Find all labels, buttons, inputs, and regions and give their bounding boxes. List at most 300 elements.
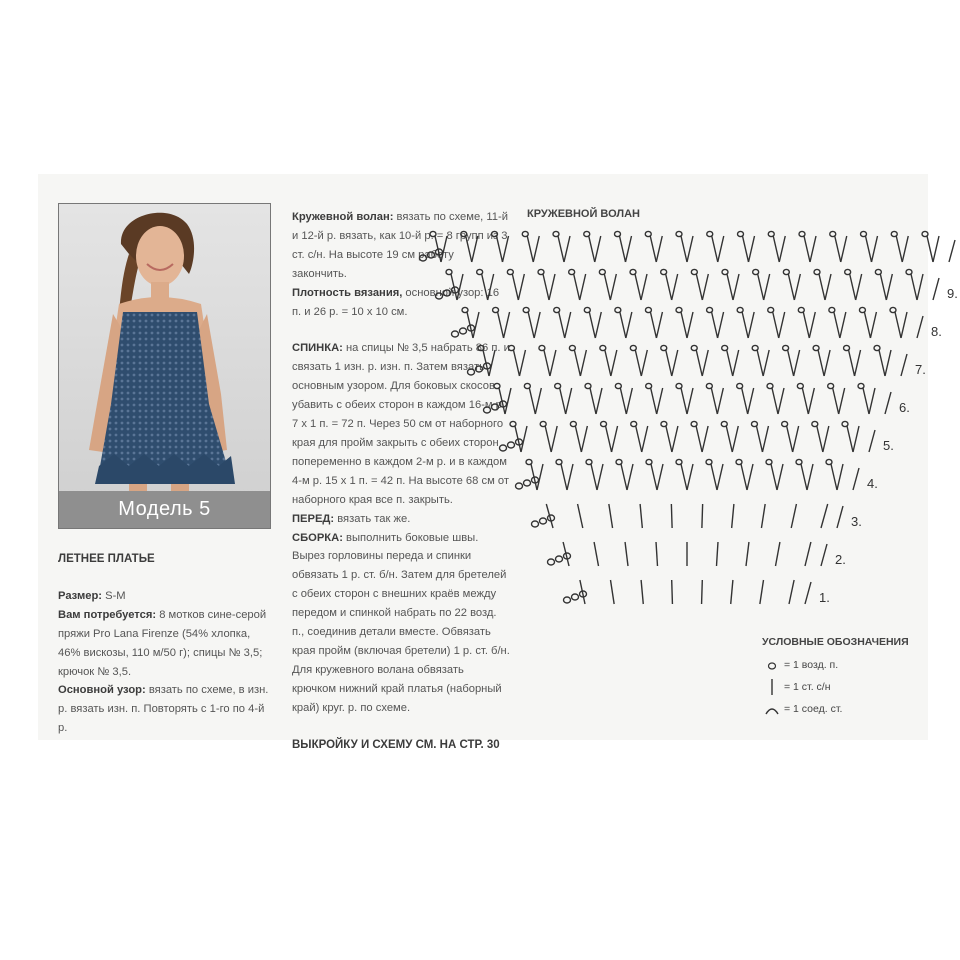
- double-crochet-mark: [793, 426, 799, 452]
- double-crochet-mark: [651, 388, 657, 414]
- double-crochet-mark: [717, 542, 718, 566]
- chain-stitch-mark: [540, 421, 546, 426]
- double-crochet-mark: [696, 426, 702, 452]
- double-crochet-mark: [559, 312, 565, 338]
- row-label: 9.: [947, 286, 958, 301]
- double-crochet-mark: [839, 388, 845, 414]
- chain-stitch-mark: [826, 459, 832, 464]
- double-crochet-mark: [717, 464, 723, 490]
- pattern-text: вязать по схеме, в изн. р. вязать изн. п. Повторять с 1-го по 4-й р.: [58, 684, 269, 735]
- double-crochet-mark: [901, 354, 907, 376]
- density-paragraph: [292, 284, 510, 322]
- double-crochet-mark: [681, 388, 687, 414]
- assembly-paragraph: [292, 529, 510, 718]
- double-crochet-mark: [687, 464, 693, 490]
- chain-stitch-mark: [584, 231, 590, 236]
- chain-stitch-mark: [553, 231, 559, 236]
- double-crochet-mark: [687, 236, 693, 262]
- row-label: 2.: [835, 552, 846, 567]
- chain-stitch-mark: [585, 383, 591, 388]
- double-crochet-mark: [823, 426, 829, 452]
- double-crochet-mark: [764, 274, 770, 300]
- double-crochet-mark: [762, 426, 768, 452]
- double-crochet-mark: [537, 464, 543, 490]
- chain-stitch-mark: [768, 307, 774, 312]
- double-crochet-mark: [527, 236, 533, 262]
- double-crochet-mark: [672, 426, 678, 452]
- double-crochet-mark: [835, 236, 841, 262]
- double-crochet-mark: [612, 426, 618, 452]
- chain-stitch-mark: [572, 594, 579, 600]
- chain-stitch-mark: [721, 421, 727, 426]
- double-crochet-mark: [606, 426, 612, 452]
- legend-item-double-crochet: [762, 676, 909, 698]
- article-title: ЛЕТНЕЕ ПЛАТЬЕ: [58, 553, 155, 565]
- double-crochet-mark: [743, 236, 749, 262]
- double-crochet-mark: [657, 464, 663, 490]
- double-crochet-mark: [611, 580, 615, 604]
- legend-item-chain-label: = 1 возд. п.: [784, 659, 839, 671]
- double-crochet-mark: [886, 274, 892, 300]
- chain-stitch-mark: [630, 345, 636, 350]
- double-crochet-mark: [746, 542, 749, 566]
- double-crochet-mark: [575, 426, 581, 452]
- double-crochet-mark: [895, 312, 901, 338]
- chain-stitch-mark: [586, 459, 592, 464]
- double-crochet-mark: [757, 350, 763, 376]
- double-crochet-mark: [949, 240, 955, 262]
- chain-stitch-mark: [906, 269, 912, 274]
- double-crochet-mark: [773, 312, 779, 338]
- double-crochet-mark: [650, 236, 656, 262]
- chain-stitch-mark: [874, 345, 880, 350]
- chain-stitch-mark: [753, 269, 759, 274]
- chain-stitch-mark: [631, 421, 637, 426]
- double-crochet-mark: [635, 350, 641, 376]
- legend-title: УСЛОВНЫЕ ОБОЗНАЧЕНИЯ: [762, 636, 909, 648]
- double-crochet-mark: [809, 312, 815, 338]
- double-crochet-mark: [696, 350, 702, 376]
- front-label: ПЕРЕД:: [292, 512, 335, 525]
- double-crochet-mark: [747, 464, 753, 490]
- lace-ruffle-crochet-chart: [527, 232, 958, 622]
- chain-stitch-mark: [813, 345, 819, 350]
- chain-stitch-mark: [661, 269, 667, 274]
- chain-stitch-mark: [645, 307, 651, 312]
- double-crochet-mark: [578, 504, 583, 528]
- double-crochet-mark: [702, 274, 708, 300]
- assembly-label: СБОРКА:: [292, 531, 343, 544]
- chain-stitch-mark: [722, 269, 728, 274]
- double-crochet-mark: [650, 312, 656, 338]
- double-crochet-mark: [763, 350, 769, 376]
- double-crochet-mark: [856, 274, 862, 300]
- double-crochet-mark: [666, 274, 672, 300]
- legend-item-slip-stitch-label: = 1 соед. ст.: [784, 703, 843, 715]
- double-crochet-mark: [626, 236, 632, 262]
- double-crochet-mark: [604, 274, 610, 300]
- diagram-title: КРУЖЕВНОЙ ВОЛАН: [527, 208, 640, 220]
- chain-stitch-mark: [706, 383, 712, 388]
- double-crochet-mark: [748, 312, 754, 338]
- double-crochet-mark: [853, 468, 859, 490]
- double-crochet-mark: [529, 388, 535, 414]
- chain-stitch-mark: [630, 269, 636, 274]
- double-crochet-mark: [666, 350, 672, 376]
- chain-stitch-mark: [569, 269, 575, 274]
- chain-stitch-mark: [858, 383, 864, 388]
- chain-stitch-mark: [600, 345, 606, 350]
- double-crochet-mark: [696, 274, 702, 300]
- double-crochet-mark: [591, 464, 597, 490]
- chain-stitch-mark: [859, 307, 865, 312]
- double-crochet-mark: [863, 388, 869, 414]
- chain-stitch-mark: [738, 231, 744, 236]
- chain-stitch-mark: [526, 459, 532, 464]
- double-crochet-mark: [641, 274, 647, 300]
- double-crochet-mark: [840, 312, 846, 338]
- middle-text-column: [292, 208, 510, 754]
- double-crochet-mark: [545, 426, 551, 452]
- double-crochet-mark: [642, 426, 648, 452]
- chain-stitch-mark: [569, 345, 575, 350]
- chain-stitch-mark: [783, 269, 789, 274]
- double-crochet-mark: [810, 236, 816, 262]
- double-crochet-mark: [595, 236, 601, 262]
- chain-stitch-mark: [645, 231, 651, 236]
- chain-stitch-mark: [554, 307, 560, 312]
- double-crochet-mark: [681, 312, 687, 338]
- chain-stitch-mark: [548, 559, 555, 565]
- double-crochet-mark: [671, 504, 672, 528]
- double-crochet-mark: [885, 392, 891, 414]
- double-crochet-mark: [879, 350, 885, 376]
- double-crochet-mark: [760, 580, 764, 604]
- chain-stitch-mark: [829, 307, 835, 312]
- double-crochet-mark: [565, 312, 571, 338]
- double-crochet-mark: [620, 236, 626, 262]
- double-crochet-mark: [817, 426, 823, 452]
- double-crochet-mark: [687, 388, 693, 414]
- chain-stitch-mark: [646, 383, 652, 388]
- legend-item-double-crochet-label: = 1 ст. с/н: [784, 681, 831, 693]
- double-crochet-mark: [834, 312, 840, 338]
- double-crochet-mark: [626, 312, 632, 338]
- double-crochet-mark: [911, 274, 917, 300]
- double-crochet-mark: [849, 350, 855, 376]
- double-crochet-mark: [794, 274, 800, 300]
- double-crochet-mark: [803, 312, 809, 338]
- chain-stitch-mark: [783, 345, 789, 350]
- chain-stitch-mark: [845, 269, 851, 274]
- double-crochet-mark: [564, 236, 570, 262]
- chain-stitch-mark: [691, 269, 697, 274]
- double-crochet-mark: [597, 464, 603, 490]
- double-crochet-mark: [580, 274, 586, 300]
- double-crochet-mark: [626, 388, 632, 414]
- double-crochet-mark: [712, 312, 718, 338]
- double-crochet-mark: [742, 312, 748, 338]
- double-crochet-mark: [726, 426, 732, 452]
- double-crochet-mark: [901, 312, 907, 338]
- chain-stitch-mark: [797, 383, 803, 388]
- chain-stitch-mark: [798, 307, 804, 312]
- double-crochet-mark: [581, 426, 587, 452]
- chain-stitch-mark: [646, 459, 652, 464]
- double-crochet-mark: [804, 236, 810, 262]
- legend-item-chain: [762, 654, 909, 676]
- chain-stitch-mark: [691, 345, 697, 350]
- chain-stitch-mark: [556, 459, 562, 464]
- chain-stitch-mark: [752, 345, 758, 350]
- chain-stitch-mark: [875, 269, 881, 274]
- chain-stitch-mark: [861, 231, 867, 236]
- double-crochet-mark: [657, 388, 663, 414]
- double-crochet-mark: [788, 274, 794, 300]
- back-paragraph: [292, 339, 510, 509]
- double-crochet-mark: [866, 236, 872, 262]
- double-crochet-mark: [805, 582, 811, 604]
- double-crochet-mark: [885, 350, 891, 376]
- double-crochet-mark: [589, 236, 595, 262]
- double-crochet-mark: [594, 542, 598, 566]
- legend: [762, 636, 909, 720]
- chain-stitch-mark: [540, 518, 547, 524]
- double-crochet-mark: [758, 274, 764, 300]
- page-reference: ВЫКРОЙКУ И СХЕМУ СМ. НА СТР. 30: [292, 738, 500, 751]
- chain-stitch-mark: [707, 307, 713, 312]
- double-crochet-mark: [933, 278, 939, 300]
- chain-stitch-mark: [722, 345, 728, 350]
- front-text: вязать так же.: [334, 512, 411, 525]
- materials-paragraph: [58, 606, 272, 682]
- double-crochet-mark: [824, 350, 830, 376]
- row-label: 5.: [883, 438, 894, 453]
- materials-label: Вам потребуется:: [58, 608, 157, 621]
- double-crochet-mark: [733, 274, 739, 300]
- photo-caption: Модель 5: [59, 491, 270, 528]
- double-crochet-mark: [672, 350, 678, 376]
- chain-stitch-mark: [814, 269, 820, 274]
- double-crochet-mark: [580, 350, 586, 376]
- double-crochet-mark: [640, 504, 642, 528]
- double-crochet-mark: [718, 312, 724, 338]
- double-crochet-mark: [847, 426, 853, 452]
- double-crochet-mark: [625, 542, 628, 566]
- double-crochet-mark: [549, 274, 555, 300]
- chain-stitch-mark: [707, 231, 713, 236]
- chain-stitch-mark: [782, 421, 788, 426]
- double-crochet-mark: [818, 350, 824, 376]
- chain-stitch-mark: [676, 383, 682, 388]
- double-crochet-mark: [727, 350, 733, 376]
- double-crochet-mark: [756, 426, 762, 452]
- double-crochet-mark: [550, 350, 556, 376]
- double-crochet-mark: [772, 388, 778, 414]
- double-crochet-mark: [641, 580, 643, 604]
- double-crochet-mark: [741, 464, 747, 490]
- chain-stitch-mark: [828, 383, 834, 388]
- double-crochet-mark: [773, 236, 779, 262]
- double-crochet-mark: [609, 504, 613, 528]
- back-text: на спицы № 3,5 набрать 86 п. и связать 1 изн. р. изн. п. Затем вязать основным узором. Для боковых скосов убавить с обеих сторон в каждом 16-м р. 7 х 1 п. = 72 п. Через 50 см от наборного края для пройм закрыть с обеих сторон попеременно в каждом 2-м р. и в каждом 4-м р. 15 х 1 п. = 42 п. На высоте 68 см от наборного края все п. закрыть.: [292, 342, 510, 506]
- chain-stitch-mark: [890, 307, 896, 312]
- double-crochet-mark: [841, 236, 847, 262]
- double-crochet-mark: [825, 274, 831, 300]
- chain-stitch-mark: [555, 383, 561, 388]
- double-crochet-mark: [595, 312, 601, 338]
- double-crochet-mark: [896, 236, 902, 262]
- chain-stitch-mark: [599, 269, 605, 274]
- double-crochet-mark: [742, 388, 748, 414]
- chain-stitch-mark: [736, 459, 742, 464]
- chain-stitch-mark: [706, 459, 712, 464]
- chain-stitch-mark: [766, 459, 772, 464]
- chain-stitch-mark: [767, 383, 773, 388]
- density-label: Плотность вязания,: [292, 286, 403, 299]
- row-label: 7.: [915, 362, 926, 377]
- double-crochet-mark: [779, 312, 785, 338]
- double-crochet-mark: [589, 312, 595, 338]
- double-crochet-mark: [681, 464, 687, 490]
- chain-stitch-mark: [538, 269, 544, 274]
- double-crochet-mark: [761, 504, 765, 528]
- chain-stitch-mark: [676, 459, 682, 464]
- chain-stitch-mark: [676, 307, 682, 312]
- chain-stitch-mark: [799, 231, 805, 236]
- double-crochet-mark: [711, 388, 717, 414]
- double-crochet-mark: [787, 426, 793, 452]
- row-label: 1.: [819, 590, 830, 605]
- double-crochet-mark: [636, 426, 642, 452]
- double-crochet-mark: [821, 504, 828, 528]
- chain-stitch-mark: [532, 521, 539, 527]
- chain-stitch-mark: [570, 421, 576, 426]
- double-crochet-mark: [794, 350, 800, 376]
- model-photo: [58, 203, 271, 529]
- chain-stitch-mark: [676, 231, 682, 236]
- double-crochet-mark: [551, 426, 557, 452]
- double-crochet-mark: [544, 350, 550, 376]
- double-crochet-mark: [596, 388, 602, 414]
- double-crochet-mark: [574, 274, 580, 300]
- double-crochet-mark: [869, 430, 875, 452]
- double-crochet-mark: [779, 236, 785, 262]
- double-crochet-mark: [833, 388, 839, 414]
- double-crochet-mark: [776, 542, 780, 566]
- double-crochet-mark: [731, 580, 733, 604]
- double-crochet-mark: [801, 464, 807, 490]
- double-crochet-mark: [805, 542, 811, 566]
- chain-stitch-mark: [796, 459, 802, 464]
- chain-stitch-mark: [737, 383, 743, 388]
- double-crochet-mark: [864, 312, 870, 338]
- double-crochet-mark: [850, 274, 856, 300]
- double-crochet-mark: [651, 464, 657, 490]
- chain-stitch-mark: [768, 231, 774, 236]
- double-crochet-mark: [777, 464, 783, 490]
- chain-stitch-mark: [601, 421, 607, 426]
- size-value: S-M: [102, 589, 126, 602]
- double-crochet-mark: [831, 464, 837, 490]
- double-crochet-mark: [574, 350, 580, 376]
- chain-stitch-mark: [556, 556, 563, 562]
- double-crochet-mark: [535, 388, 541, 414]
- double-crochet-mark: [791, 504, 796, 528]
- row-label: 6.: [899, 400, 910, 415]
- chain-stitch-mark: [584, 307, 590, 312]
- double-crochet-mark: [610, 274, 616, 300]
- double-crochet-mark: [778, 388, 784, 414]
- chain-stitch-mark: [737, 307, 743, 312]
- chain-stitch-mark: [564, 597, 571, 603]
- double-crochet-mark: [727, 274, 733, 300]
- chain-stitch-mark: [539, 345, 545, 350]
- double-crochet-mark: [717, 388, 723, 414]
- double-crochet-mark: [771, 464, 777, 490]
- pattern-label: Основной узор:: [58, 684, 146, 697]
- double-crochet-mark: [749, 236, 755, 262]
- size-paragraph: [58, 587, 272, 606]
- double-crochet-mark: [788, 350, 794, 376]
- chain-stitch-mark: [615, 231, 621, 236]
- pattern-paragraph: [58, 681, 272, 738]
- double-crochet-mark: [807, 464, 813, 490]
- chain-stitch-mark: [615, 383, 621, 388]
- row-label: 3.: [851, 514, 862, 529]
- chain-stitch-mark: [812, 421, 818, 426]
- double-crochet-mark: [718, 236, 724, 262]
- chain-stitch-mark: [691, 421, 697, 426]
- double-crochet-mark: [672, 274, 678, 300]
- double-crochet-mark: [656, 236, 662, 262]
- double-crochet-mark: [627, 464, 633, 490]
- double-crochet-mark: [687, 312, 693, 338]
- double-crochet-mark: [902, 236, 908, 262]
- chain-stitch-mark: [661, 421, 667, 426]
- double-crochet-mark: [870, 312, 876, 338]
- double-crochet-mark: [933, 236, 939, 262]
- chain-stitch-mark: [842, 421, 848, 426]
- model-photo-image: [59, 204, 270, 528]
- chain-stitch-mark: [615, 307, 621, 312]
- chain-stitch-mark: [751, 421, 757, 426]
- double-crochet-mark: [611, 350, 617, 376]
- front-paragraph: [292, 510, 510, 529]
- lace-text: вязать по схеме, 11-й и 12-й р. вязать, как 10-й р. = 8 групп из 3 ст. с/н. На высоте 19 см работу закончить.: [292, 211, 508, 280]
- double-crochet-mark: [702, 504, 703, 528]
- double-crochet-mark: [702, 426, 708, 452]
- double-crochet-mark: [702, 580, 703, 604]
- left-text-column: [58, 550, 272, 738]
- chain-stitch-mark: [661, 345, 667, 350]
- materials-text: 8 мотков сине-серой пряжи Pro Lana Firenze (54% хлопка, 46% вискозы, 110 м/50 г); спицы № 3,5; крючок № 3,5.: [58, 608, 267, 678]
- double-crochet-mark: [567, 464, 573, 490]
- double-crochet-mark: [656, 542, 657, 566]
- row-label: 8.: [931, 324, 942, 339]
- double-crochet-mark: [635, 274, 641, 300]
- double-crochet-mark: [880, 274, 886, 300]
- chain-stitch-icon: [762, 654, 782, 676]
- double-crochet-mark: [821, 544, 827, 566]
- double-crochet-mark: [733, 350, 739, 376]
- double-crochet-mark: [528, 312, 534, 338]
- double-crochet-mark: [872, 236, 878, 262]
- double-crochet-mark: [605, 350, 611, 376]
- double-crochet-mark: [666, 426, 672, 452]
- double-crochet-mark: [566, 388, 572, 414]
- row-label: 4.: [867, 476, 878, 491]
